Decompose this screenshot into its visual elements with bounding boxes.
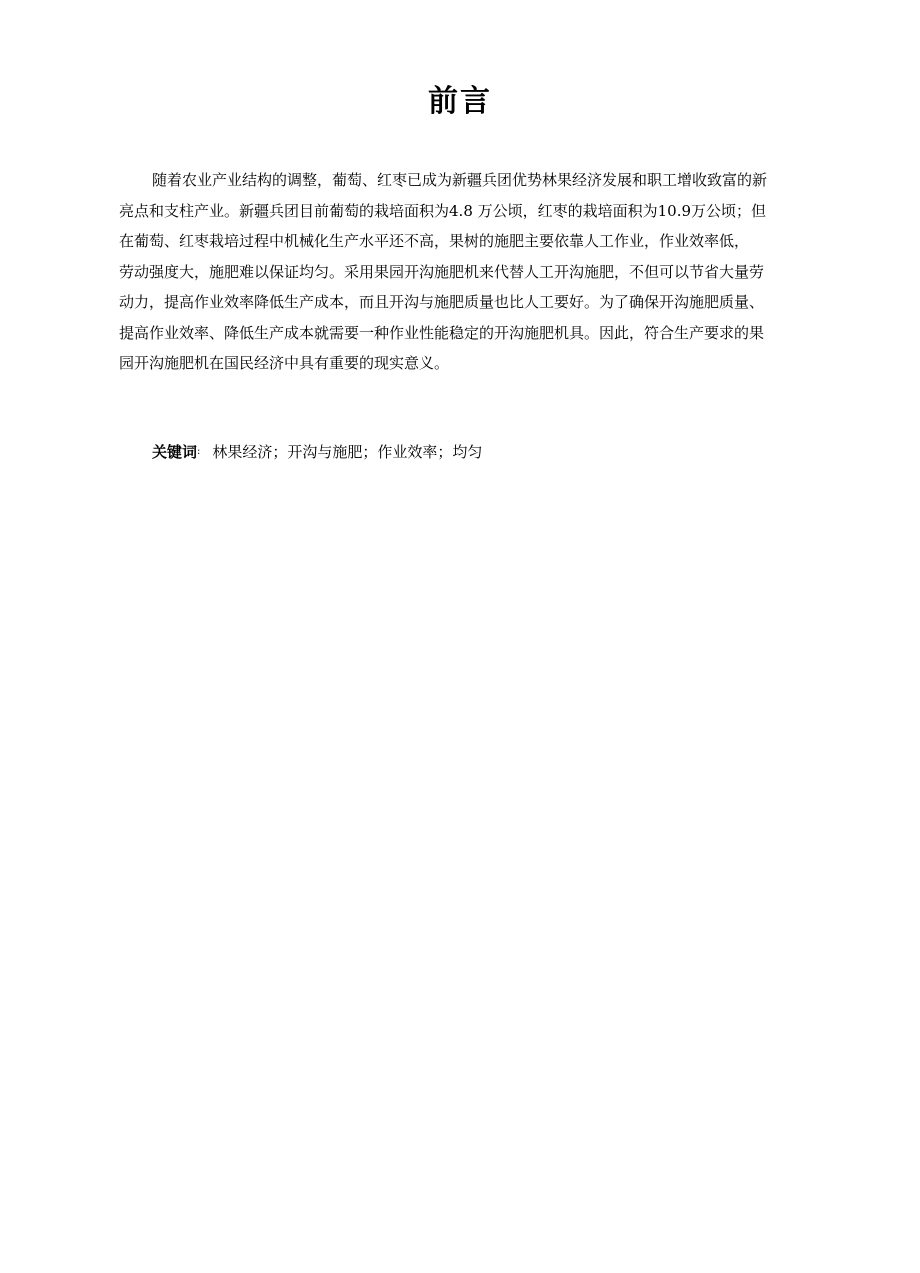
keywords-line [152, 440, 482, 464]
preface-paragraph [119, 165, 813, 379]
paragraph-line: 在葡萄、红枣栽培过程中机械化生产水平还不高，果树的施肥主要依靠人工作业，作业效率低， [119, 232, 750, 250]
paragraph-line: 随着农业产业结构的调整，葡萄、红枣已成为新疆兵团优势林果经济发展和职工增收致富的新 [152, 171, 768, 189]
paragraph-line: 动力，提高作业效率降低生产成本，而且开沟与施肥质量也比人工要好。为了确保开沟施肥质量、 [119, 293, 765, 311]
paragraph-line: 劳动强度大，施肥难以保证均匀。采用果园开沟施肥机来代替人工开沟施肥，不但可以节省大量劳 [119, 262, 765, 281]
keywords-label: 关键词 [152, 443, 198, 461]
keywords-text: 林果经济；开沟与施肥；作业效率；均匀 [212, 443, 483, 461]
paragraph-line: 亮点和支柱产业。新疆兵团目前葡萄的栽培面积为4.8 万公顷，红枣的栽培面积为10.9万公顷；但 [119, 201, 767, 220]
page-title: 前言 [428, 84, 492, 119]
keywords-colon: : [197, 446, 201, 457]
paragraph-line: 提高作业效率、降低生产成本就需要一种作业性能稳定的开沟施肥机具。因此，符合生产要求的果 [119, 323, 765, 342]
paragraph-line: 园开沟施肥机在国民经济中具有重要的现实意义。 [119, 354, 450, 372]
